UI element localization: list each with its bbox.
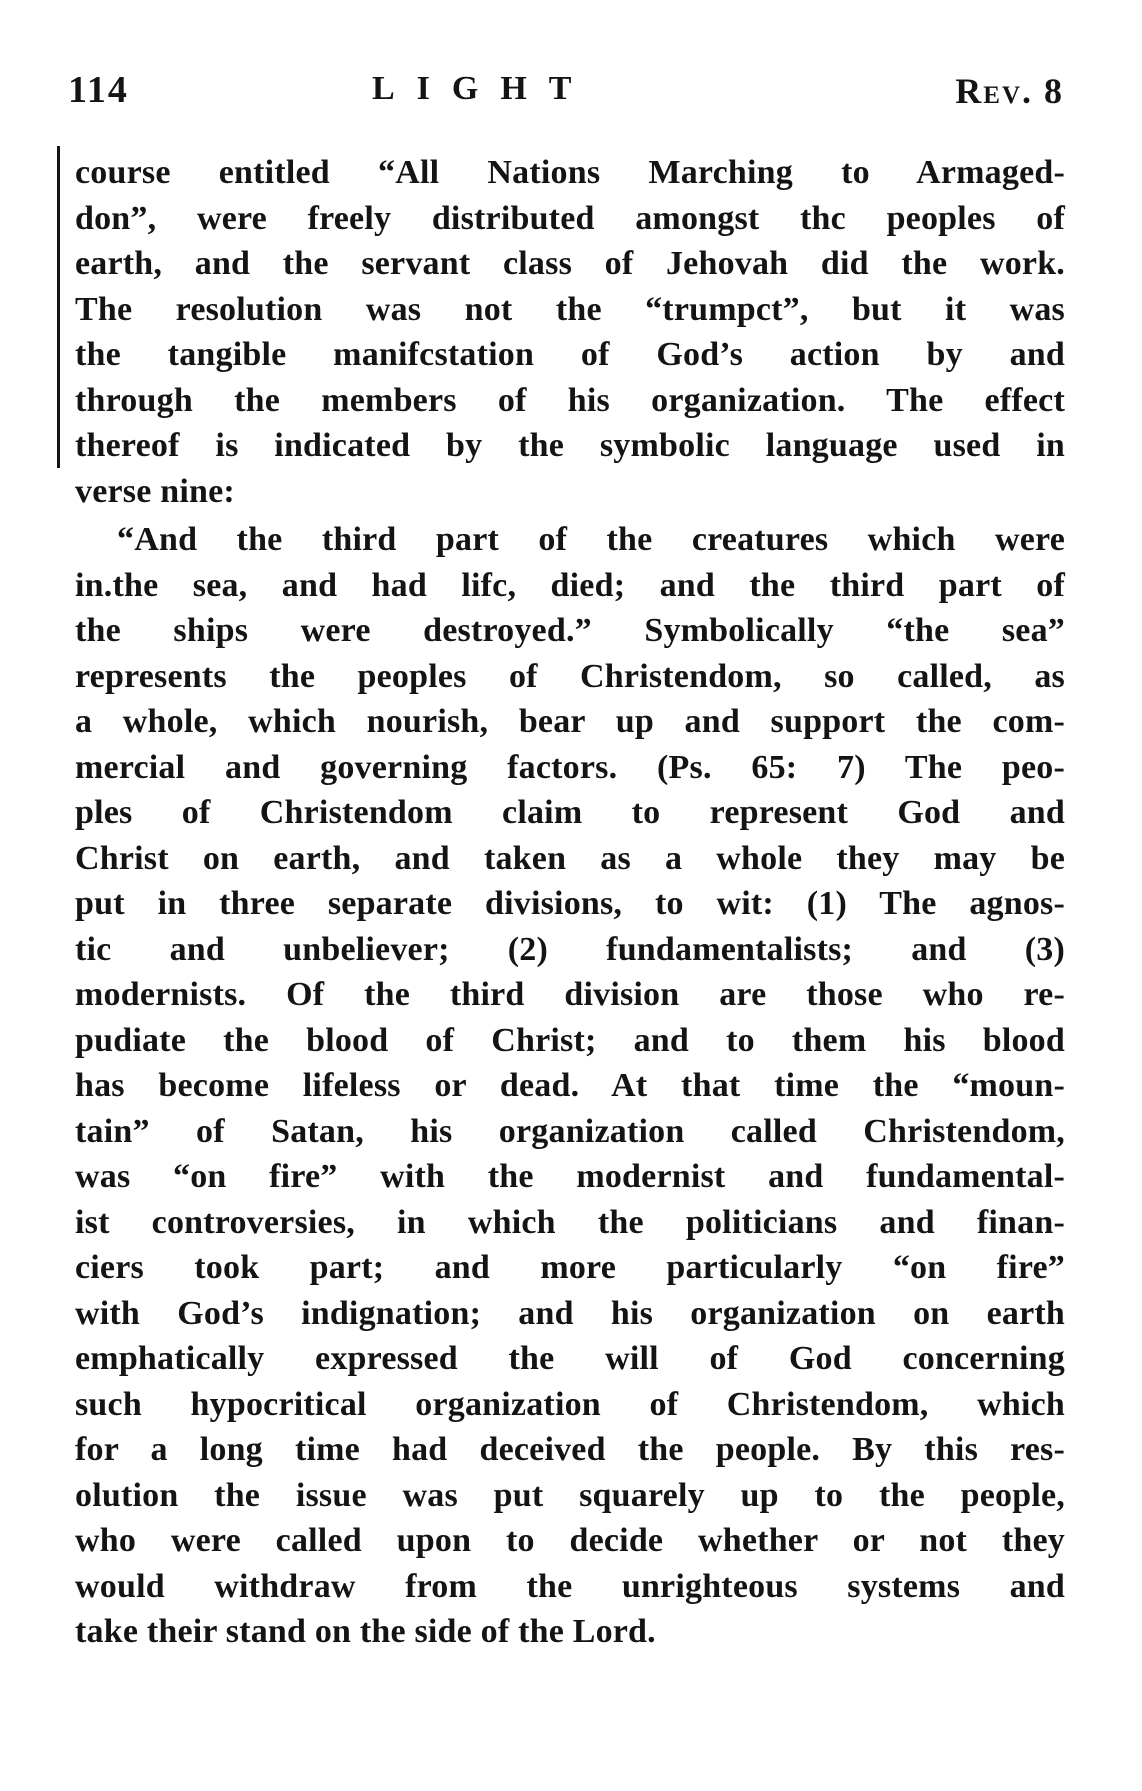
text-line: ples of Christendom claim to represent God and — [75, 794, 1065, 831]
text-line: who were called upon to decide whether or not they — [75, 1522, 1065, 1559]
text-line: such hypocritical organization of Christendom, which — [75, 1385, 1065, 1423]
book-title: LIGHT — [372, 70, 594, 107]
text-line: tain” of Satan, his organization called Christendom, — [75, 1112, 1065, 1150]
text-line: the ships were destroyed.” Symbolically “the sea” — [75, 612, 1065, 649]
text-line: put in three separate divisions, to wit: (1) The agnos- — [75, 885, 1065, 922]
text-line: earth, and the servant class of Jehovah did the work. — [75, 245, 1065, 282]
text-line: with God’s indignation; and his organization on earth — [75, 1294, 1065, 1332]
chapter-reference: Rev. 8 — [955, 71, 1064, 111]
text-line: olution the issue was put squarely up to the people, — [75, 1476, 1065, 1514]
body-text — [75, 150, 1065, 1655]
text-line: verse nine: — [75, 472, 235, 510]
text-line: was “on fire” with the modernist and fundamental- — [75, 1158, 1065, 1195]
text-line: a whole, which nourish, bear up and support the com- — [75, 703, 1065, 740]
text-line: tic and unbeliever; (2) fundamentalists; and (3) — [75, 930, 1065, 968]
text-line: would withdraw from the unrighteous systems and — [75, 1567, 1065, 1605]
text-line: Christ on earth, and taken as a whole they may be — [75, 839, 1065, 877]
text-line: course entitled “All Nations Marching to Armaged- — [75, 154, 1065, 191]
text-line: through the members of his organization. The effect — [75, 381, 1065, 419]
text-line: represents the peoples of Christendom, so called, as — [75, 657, 1065, 695]
text-line: ist controversies, in which the politicians and finan- — [75, 1203, 1065, 1241]
running-header — [0, 68, 1142, 116]
text-line: pudiate the blood of Christ; and to them his blood — [75, 1021, 1065, 1059]
text-line: mercial and governing factors. (Ps. 65: 7) The peo- — [75, 748, 1065, 786]
paragraph — [75, 150, 1065, 514]
text-line: modernists. Of the third division are those who re- — [75, 976, 1065, 1013]
paragraph — [75, 517, 1065, 1655]
text-line: ciers took part; and more particularly “on fire” — [75, 1249, 1065, 1286]
page-number: 114 — [68, 69, 129, 111]
text-line: for a long time had deceived the people. By this res- — [75, 1431, 1065, 1468]
text-line: don”, were freely distributed amongst thc peoples of — [75, 199, 1065, 237]
text-line: the tangible manifcstation of God’s action by and — [75, 336, 1065, 373]
text-line: thereof is indicated by the symbolic language used in — [75, 427, 1065, 464]
text-line: take their stand on the side of the Lord. — [75, 1613, 656, 1650]
text-line: “And the third part of the creatures which were — [117, 521, 1065, 558]
text-line: has become lifeless or dead. At that time the “moun- — [75, 1067, 1065, 1104]
text-line: emphatically expressed the will of God concerning — [75, 1340, 1065, 1377]
text-line: in.the sea, and had lifc, died; and the third part of — [75, 566, 1065, 604]
text-line: The resolution was not the “trumpct”, but it was — [75, 290, 1065, 328]
margin-emphasis-line — [57, 146, 60, 468]
